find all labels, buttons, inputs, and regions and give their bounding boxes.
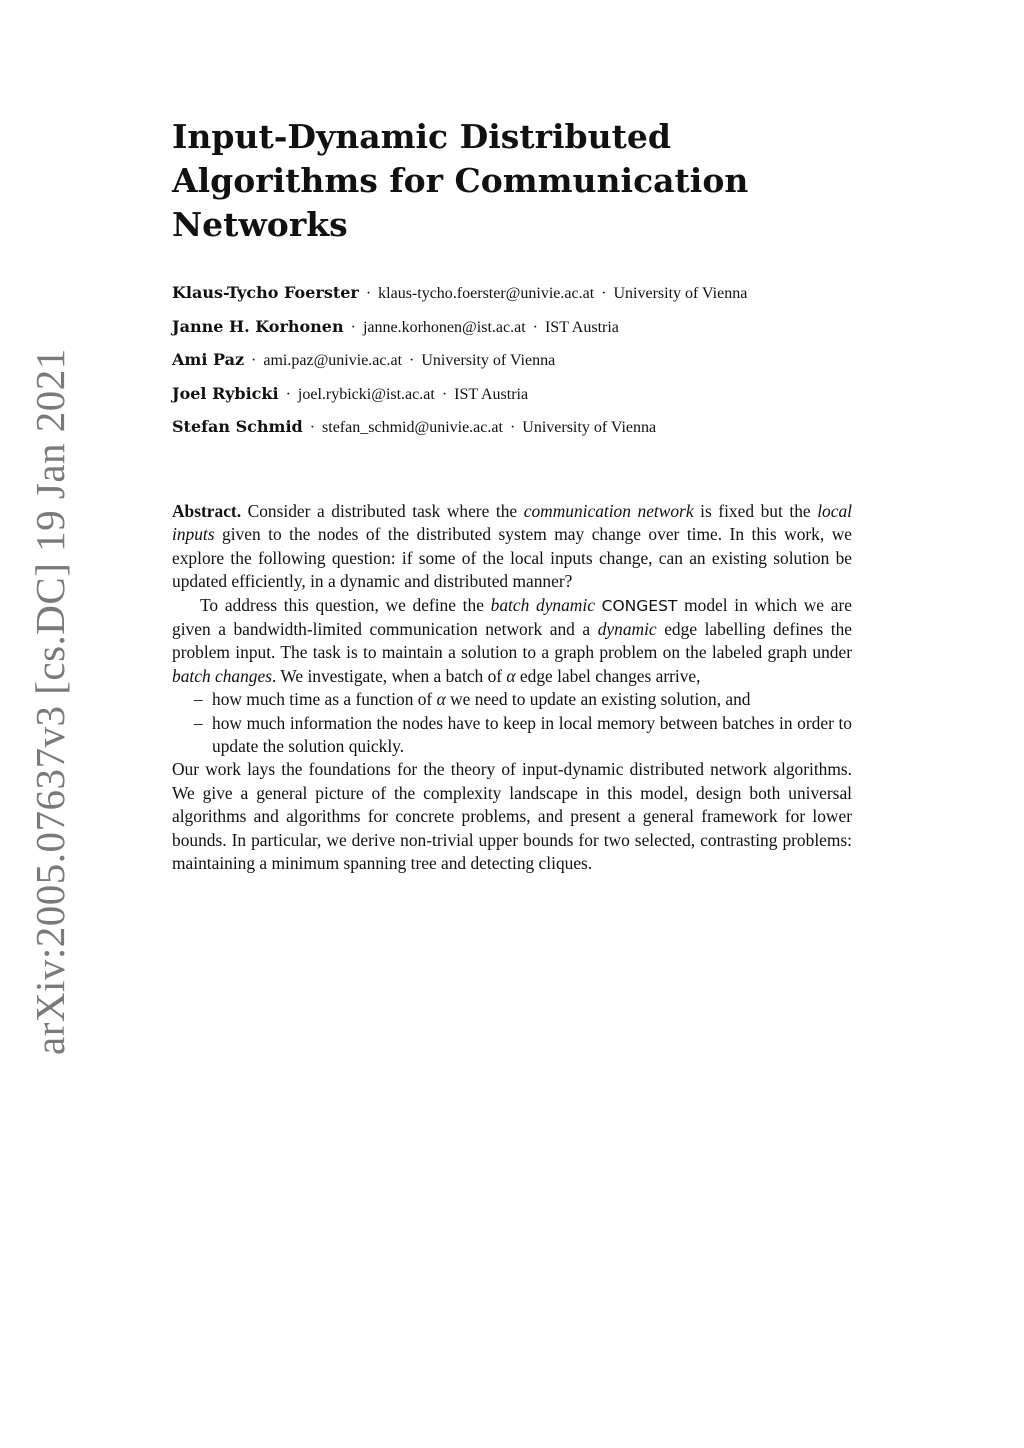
author-entry [172, 381, 872, 415]
title-line: Networks [172, 205, 348, 244]
text-run: edge label changes arrive, [519, 665, 701, 686]
text-run: how much time as a function of [212, 689, 433, 710]
separator: · [350, 318, 356, 336]
separator: · [509, 419, 516, 436]
bullet-dash: – [194, 689, 203, 710]
title-line: Algorithms for Communication [172, 161, 749, 200]
author-affiliation: IST Austria [544, 318, 619, 336]
math-alpha: α [506, 665, 516, 686]
author-name: Joel Rybicki [172, 383, 279, 403]
author-list [172, 280, 872, 448]
author-entry [172, 314, 872, 348]
separator: · [285, 385, 291, 403]
author-affiliation: University of Vienna [421, 352, 556, 369]
author-email: janne.korhonen@ist.ac.at [362, 318, 526, 336]
bullet-dash: – [194, 712, 203, 733]
abstract-paragraph [172, 594, 852, 689]
author-affiliation: University of Vienna [522, 419, 657, 436]
text-run: is fixed but the [700, 501, 811, 521]
author-email: joel.rybicki@ist.ac.at [297, 385, 435, 403]
separator: · [601, 285, 607, 302]
separator: · [365, 285, 372, 302]
author-email: stefan_schmid@univie.ac.at [322, 419, 503, 436]
emphasis: batch dynamic [490, 594, 595, 615]
text-run: . We investigate, when a batch of [271, 665, 503, 686]
title-line: Input-Dynamic Distributed [172, 117, 671, 156]
author-name: Stefan Schmid [172, 417, 303, 436]
separator: · [409, 352, 415, 369]
author-email: ami.paz@univie.ac.at [263, 352, 403, 369]
abstract-paragraph: Our work lays the foundations for the theory of input-dynamic distributed network algorithms. We give a general picture of the complexity landscape in this model, design both universal algorithms and algorithms for concrete problems, and present a general framework for lower bounds. In particular, we derive non-trivial upper bounds for two selected, contrasting problems: maintaining a minimum spanning tree and detecting cliques. [172, 759, 852, 874]
text-run: To address this question, we define the [200, 594, 484, 615]
text-run: given to the nodes of the distributed system may change over time. In this work, we explore the following question: if some of the local inputs change, can an existing solution be updated efficiently, in a dynamic and distributed manner? [172, 524, 852, 592]
emphasis: batch changes [172, 665, 272, 686]
separator: · [532, 318, 538, 336]
separator: · [309, 419, 316, 436]
author-name: Janne H. Korhonen [172, 316, 344, 336]
emphasis: dynamic [597, 619, 657, 640]
text-run: model in which we are given a bandwidth-limited communication network and a [172, 594, 852, 640]
list-item [192, 688, 852, 711]
abstract-paragraph [172, 500, 852, 594]
author-name: Klaus-Tycho Foerster [172, 283, 359, 302]
arxiv-stamp: arXiv:2005.07637v3 [cs.DC] 19 Jan 2021 [27, 348, 73, 1055]
emphasis: local inputs [172, 501, 852, 545]
text-run: edge labelling defines the problem input. The task is to maintain a solution to a graph problem on the labeled graph under [172, 619, 853, 663]
author-affiliation: University of Vienna [613, 285, 748, 302]
question-list [172, 688, 852, 758]
separator: · [441, 385, 448, 403]
list-item [192, 712, 852, 759]
author-name: Ami Paz [172, 350, 245, 369]
author-affiliation: IST Austria [454, 385, 529, 403]
abstract-label: Abstract. [172, 501, 242, 521]
separator: · [251, 352, 257, 369]
abstract [172, 500, 852, 876]
author-entry [172, 347, 872, 381]
paper-title [172, 115, 792, 247]
math-alpha: α [436, 689, 446, 710]
text-run: how much information the nodes have to keep in local memory between batches in order to update the solution quickly. [212, 712, 852, 757]
congest-model-name: CONGEST [601, 596, 678, 615]
author-entry [172, 414, 872, 448]
text-run: we need to update an existing solution, and [450, 689, 751, 710]
author-email: klaus-tycho.foerster@univie.ac.at [378, 285, 595, 302]
emphasis: communication network [523, 501, 694, 521]
author-entry [172, 280, 872, 314]
text-run: Consider a distributed task where the [247, 501, 518, 521]
